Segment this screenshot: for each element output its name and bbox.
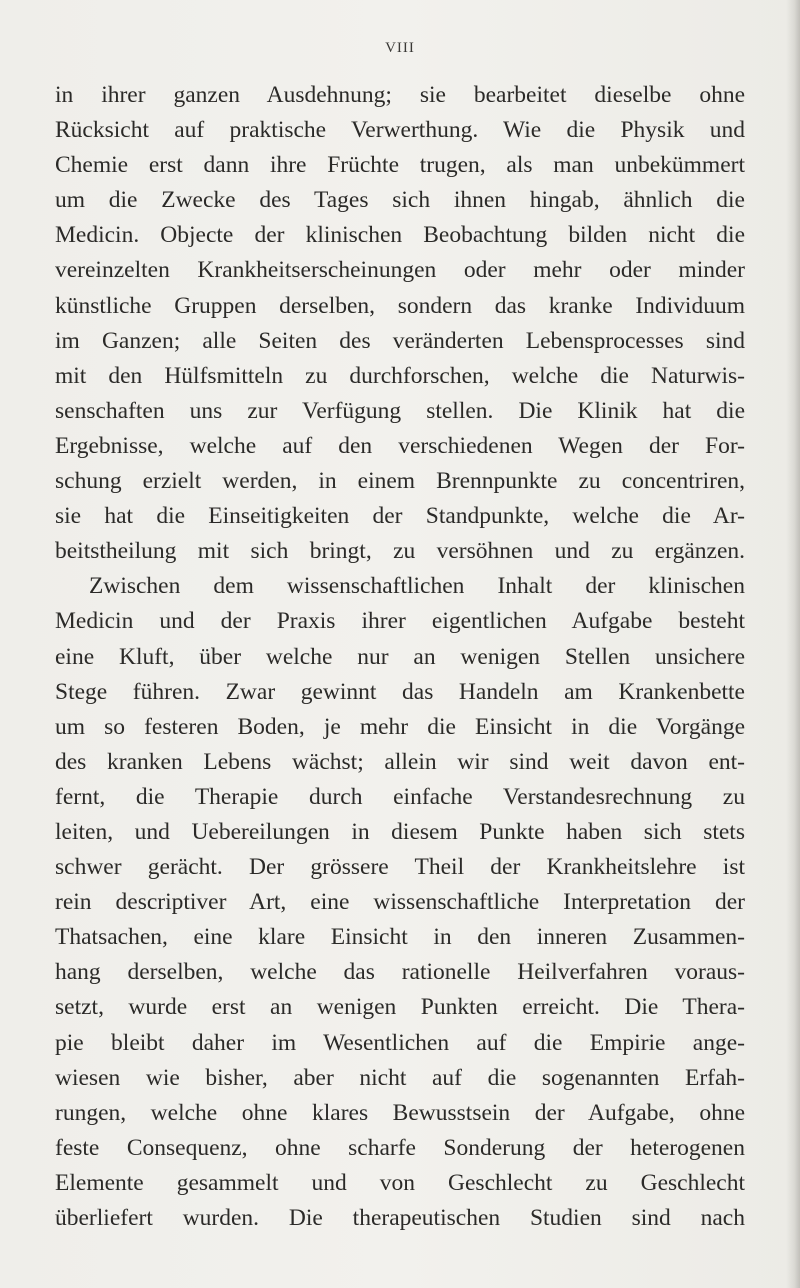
- text-line-22: leiten, und Uebereilungen in diesem Punkte haben sich stets: [55, 818, 745, 845]
- page-number: VIII: [385, 40, 415, 56]
- text-line-31: feste Consequenz, ohne scharfe Sonderung der heterogenen: [55, 1134, 745, 1161]
- text-line-20: des kranken Lebens wächst; allein wir sind weit davon ent-: [55, 748, 745, 775]
- text-line-10: senschaften uns zur Verfügung stellen. Die Klinik hat die: [55, 397, 745, 424]
- text-line-5: Medicin. Objecte der klinischen Beobachtung bilden nicht die: [55, 222, 745, 249]
- text-line-19: um so festeren Boden, je mehr die Einsicht in die Vorgänge: [55, 713, 745, 740]
- text-line-30: rungen, welche ohne klares Bewusstsein der Aufgabe, ohne: [55, 1099, 745, 1126]
- text-line-2: Rücksicht auf praktische Verwerthung. Wie die Physik und: [55, 117, 745, 144]
- text-line-23: schwer gerächt. Der grössere Theil der Krankheitslehre ist: [55, 854, 745, 881]
- text-line-33: überliefert wurden. Die therapeutischen Studien sind nach: [55, 1205, 745, 1231]
- text-line-16: Medicin und der Praxis ihrer eigentlichen Aufgabe besteht: [55, 608, 745, 635]
- text-line-25: Thatsachen, eine klare Einsicht in den inneren Zusammen-: [55, 924, 745, 951]
- text-line-29: wiesen wie bisher, aber nicht auf die sogenannten Erfah-: [55, 1064, 745, 1091]
- text-line-7: künstliche Gruppen derselben, sondern das kranke Individuum: [55, 292, 745, 319]
- text-line-6: vereinzelten Krankheitserscheinungen oder mehr oder minder: [55, 257, 745, 284]
- text-line-12: schung erzielt werden, in einem Brennpunkte zu concentriren,: [55, 468, 745, 495]
- text-line-8: im Ganzen; alle Seiten des veränderten Lebensprocesses sind: [55, 327, 745, 354]
- text-line-14: beitstheilung mit sich bringt, zu versöhnen und zu ergänzen.: [55, 538, 745, 565]
- text-line-28: pie bleibt daher im Wesentlichen auf die Empirie ange-: [55, 1029, 745, 1056]
- text-line-11: Ergebnisse, welche auf den verschiedenen Wegen der For-: [55, 432, 745, 459]
- text-line-26: hang derselben, welche das rationelle Heilverfahren voraus-: [55, 959, 745, 986]
- text-line-1: in ihrer ganzen Ausdehnung; sie bearbeitet dieselbe ohne: [55, 82, 745, 108]
- text-line-32: Elemente gesammelt und von Geschlecht zu Geschlecht: [55, 1169, 745, 1196]
- text-line-4: um die Zwecke des Tages sich ihnen hingab, ähnlich die: [55, 187, 745, 214]
- text-line-27: setzt, wurde erst an wenigen Punkten erreicht. Die Thera-: [55, 994, 745, 1021]
- page-edge-shadow: [786, 0, 800, 1288]
- text-line-24: rein descriptiver Art, eine wissenschaftliche Interpretation der: [55, 889, 745, 916]
- text-line-18: Stege führen. Zwar gewinnt das Handeln am Krankenbette: [55, 678, 745, 705]
- text-line-15-paragraph-start: Zwischen dem wissenschaftlichen Inhalt der klinischen: [89, 573, 745, 600]
- text-line-13: sie hat die Einseitigkeiten der Standpunkte, welche die Ar-: [55, 503, 745, 530]
- text-line-3: Chemie erst dann ihre Früchte trugen, als man unbekümmert: [55, 152, 745, 179]
- text-line-21: fernt, die Therapie durch einfache Verstandesrechnung zu: [55, 783, 745, 810]
- body-text: [55, 78, 745, 1236]
- text-line-9: mit den Hülfsmitteln zu durchforschen, welche die Naturwis-: [55, 362, 745, 389]
- text-line-17: eine Kluft, über welche nur an wenigen Stellen unsichere: [55, 643, 745, 670]
